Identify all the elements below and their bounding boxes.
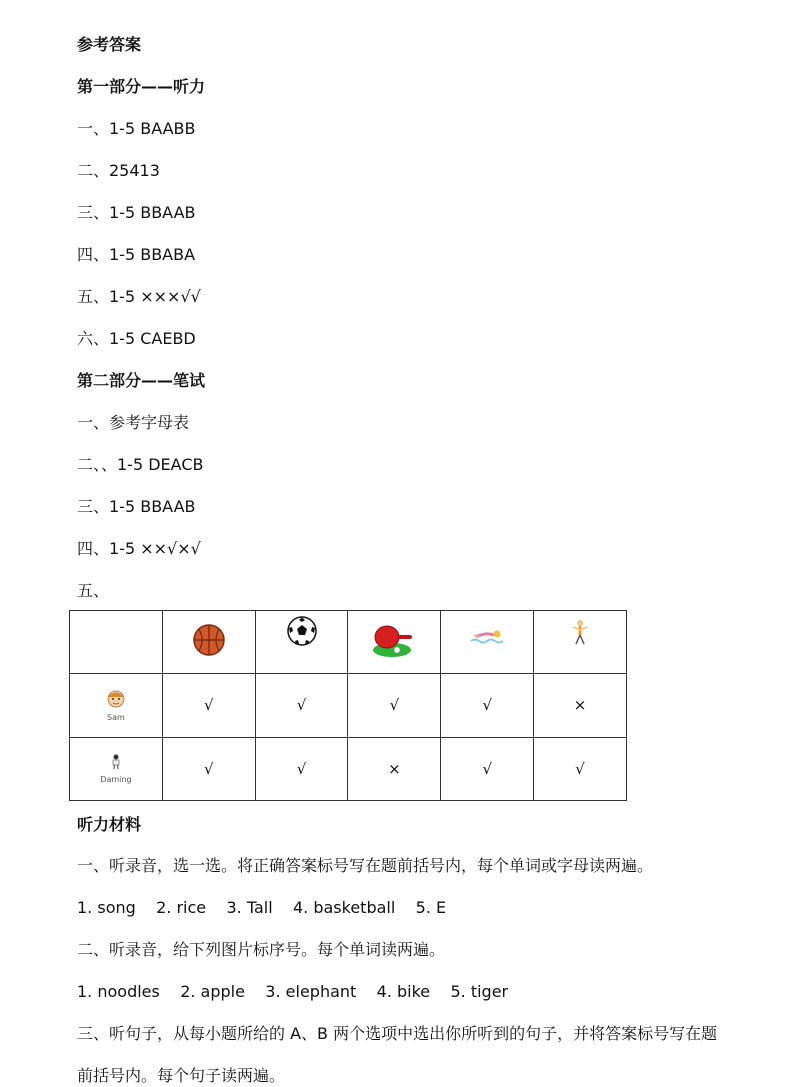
sam-mark-2: √ — [255, 674, 348, 737]
part2-answer-1: 一、参考字母表 — [77, 413, 190, 432]
sam-label: Sam — [107, 713, 125, 723]
part2-answer-5: 五、 — [77, 581, 110, 600]
boy-avatar-icon — [105, 688, 127, 708]
daming-mark-4: √ — [441, 737, 534, 800]
part1-answer-1: 一、1-5 BAABB — [77, 119, 196, 138]
listening-line-6: 前括号内。每个句子读两遍。 — [77, 1066, 286, 1085]
part1-answer-6: 六、1-5 CAEBD — [77, 329, 196, 348]
swimming-cell — [441, 611, 534, 674]
listening-line-4: 1. noodles 2. apple 3. elephant 4. bike 5. tiger — [77, 982, 509, 1001]
empty-corner-cell — [70, 611, 163, 674]
part2-heading: 第二部分——笔试 — [77, 371, 206, 390]
ping-pong-cell — [348, 611, 441, 674]
table-header-row — [70, 611, 627, 674]
swimming-icon — [470, 627, 504, 647]
daming-mark-2: √ — [255, 737, 348, 800]
part2-answer-2: 二、、1-5 DEACB — [77, 455, 204, 474]
sam-mark-4: √ — [441, 674, 534, 737]
football-icon — [286, 615, 318, 647]
sam-name-cell — [70, 674, 163, 737]
listening-line-2: 1. song 2. rice 3. Tall 4. basketball 5. E — [77, 898, 447, 917]
sam-mark-1: √ — [162, 674, 255, 737]
dancing-icon — [570, 619, 590, 647]
sam-mark-3: √ — [348, 674, 441, 737]
basketball-cell — [162, 611, 255, 674]
answer-table — [69, 610, 627, 801]
listening-heading: 听力材料 — [77, 815, 142, 834]
part1-answer-5: 五、1-5 ×××√√ — [77, 287, 201, 306]
part1-answer-2: 二、25413 — [77, 161, 160, 180]
daming-mark-1: √ — [162, 737, 255, 800]
dancing-cell — [534, 611, 627, 674]
table-row-sam — [70, 674, 627, 737]
daming-name-cell — [70, 737, 163, 800]
part1-heading: 第一部分——听力 — [77, 77, 206, 96]
listening-line-3: 二、听录音，给下列图片标序号。每个单词读两遍。 — [77, 940, 446, 959]
daming-mark-3: × — [348, 737, 441, 800]
listening-line-5: 三、听句子，从每小题所给的 A、B 两个选项中选出你所听到的句子，并将答案标号写在题 — [77, 1024, 718, 1043]
part1-answer-4: 四、1-5 BBABA — [77, 245, 196, 264]
basketball-icon — [192, 623, 226, 657]
part2-answer-4: 四、1-5 ××√×√ — [77, 539, 201, 558]
part2-answer-3: 三、1-5 BBAAB — [77, 497, 196, 516]
listening-line-1: 一、听录音，选一选。将正确答案标号写在题前括号内，每个单词或字母读两遍。 — [77, 856, 654, 875]
boy-figure-icon — [110, 754, 122, 770]
table-row-daming — [70, 737, 627, 800]
part1-answer-3: 三、1-5 BBAAB — [77, 203, 196, 222]
page-title: 参考答案 — [77, 35, 142, 54]
daming-label: Daming — [100, 774, 132, 784]
football-cell — [255, 611, 348, 674]
daming-mark-5: √ — [534, 737, 627, 800]
sam-mark-5: × — [534, 674, 627, 737]
ping-pong-icon — [370, 620, 418, 660]
